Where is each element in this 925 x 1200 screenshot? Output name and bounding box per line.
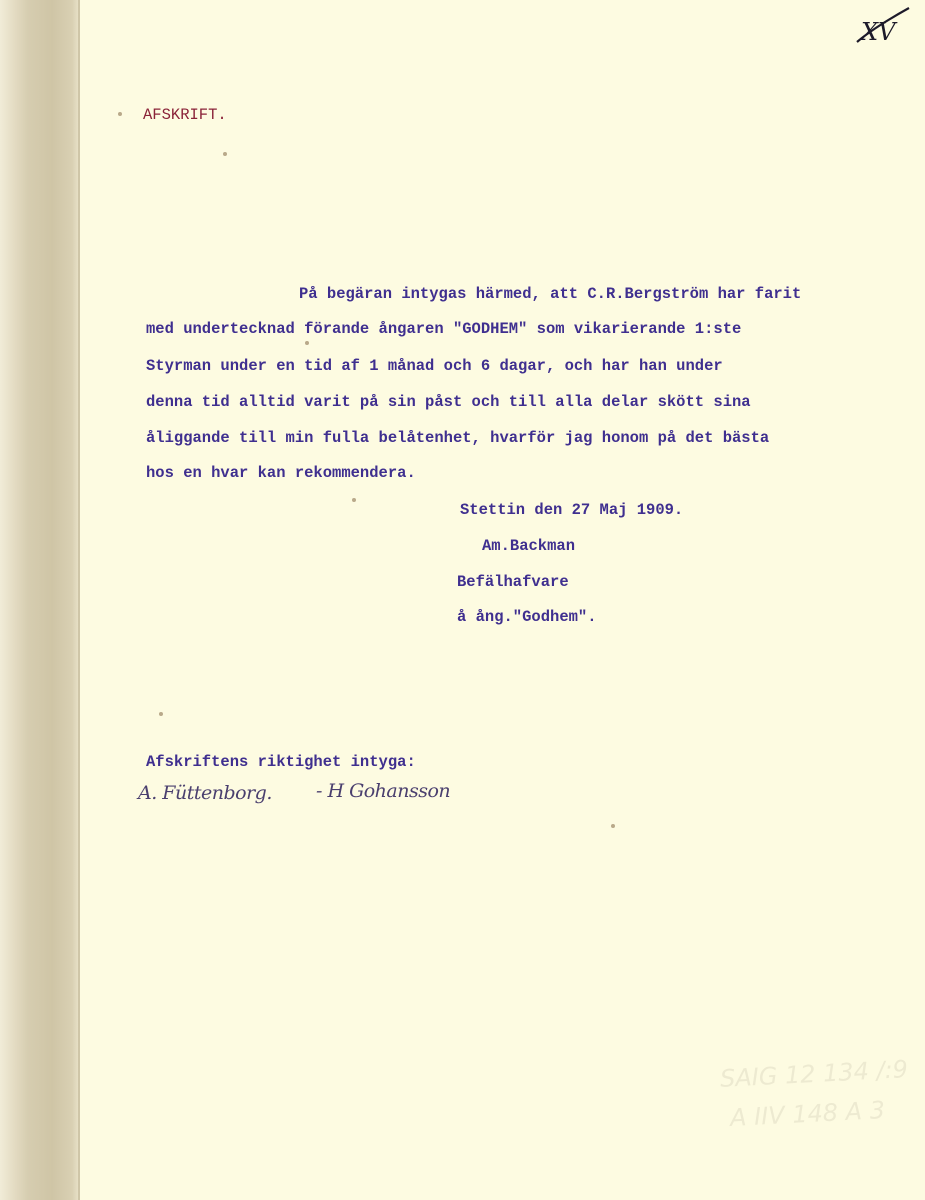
closing-ship-name: å ång."Godhem". (457, 608, 597, 626)
paper-speck (118, 112, 122, 116)
paper-speck (159, 712, 163, 716)
paper-speck (305, 341, 309, 345)
body-line-2: med undertecknad förande ångaren "GODHEM" som vikarierande 1:ste (146, 320, 742, 338)
body-line-4: denna tid alltid varit på sin påst och till alla delar skött sina (146, 393, 751, 411)
faint-archive-mark-2: A IIV 148 A 3 (729, 1095, 886, 1133)
certification-label: Afskriftens riktighet intyga: (146, 753, 416, 771)
corner-mark-text: XV (861, 18, 896, 46)
body-line-6: hos en hvar kan rekommendera. (146, 464, 416, 482)
header-label: AFSKRIFT. (143, 106, 227, 124)
body-line-5: åliggande till min fulla belåtenhet, hvarför jag honom på det bästa (146, 429, 770, 447)
corner-roman-numeral-mark (851, 2, 915, 54)
corner-mark-drawing (851, 2, 915, 54)
closing-signer-title: Befälhafvare (457, 573, 569, 591)
paper-speck (352, 498, 356, 502)
binding-strip (0, 0, 80, 1200)
faint-archive-mark-1: SAIG 12 134 /:9 (719, 1055, 909, 1093)
handwritten-signature-1: A. Füttenborg. (138, 782, 272, 804)
body-line-3: Styrman under en tid af 1 månad och 6 dagar, och har han under (146, 357, 723, 375)
closing-signer-name: Am.Backman (482, 537, 576, 555)
body-line-1: På begäran intygas härmed, att C.R.Bergström har farit (299, 285, 802, 303)
handwritten-signature-2: - H Gohansson (316, 780, 451, 802)
paper-speck (611, 824, 615, 828)
paper-speck (223, 152, 227, 156)
letter-sheet (80, 0, 925, 1200)
closing-place-date: Stettin den 27 Maj 1909. (460, 501, 684, 519)
